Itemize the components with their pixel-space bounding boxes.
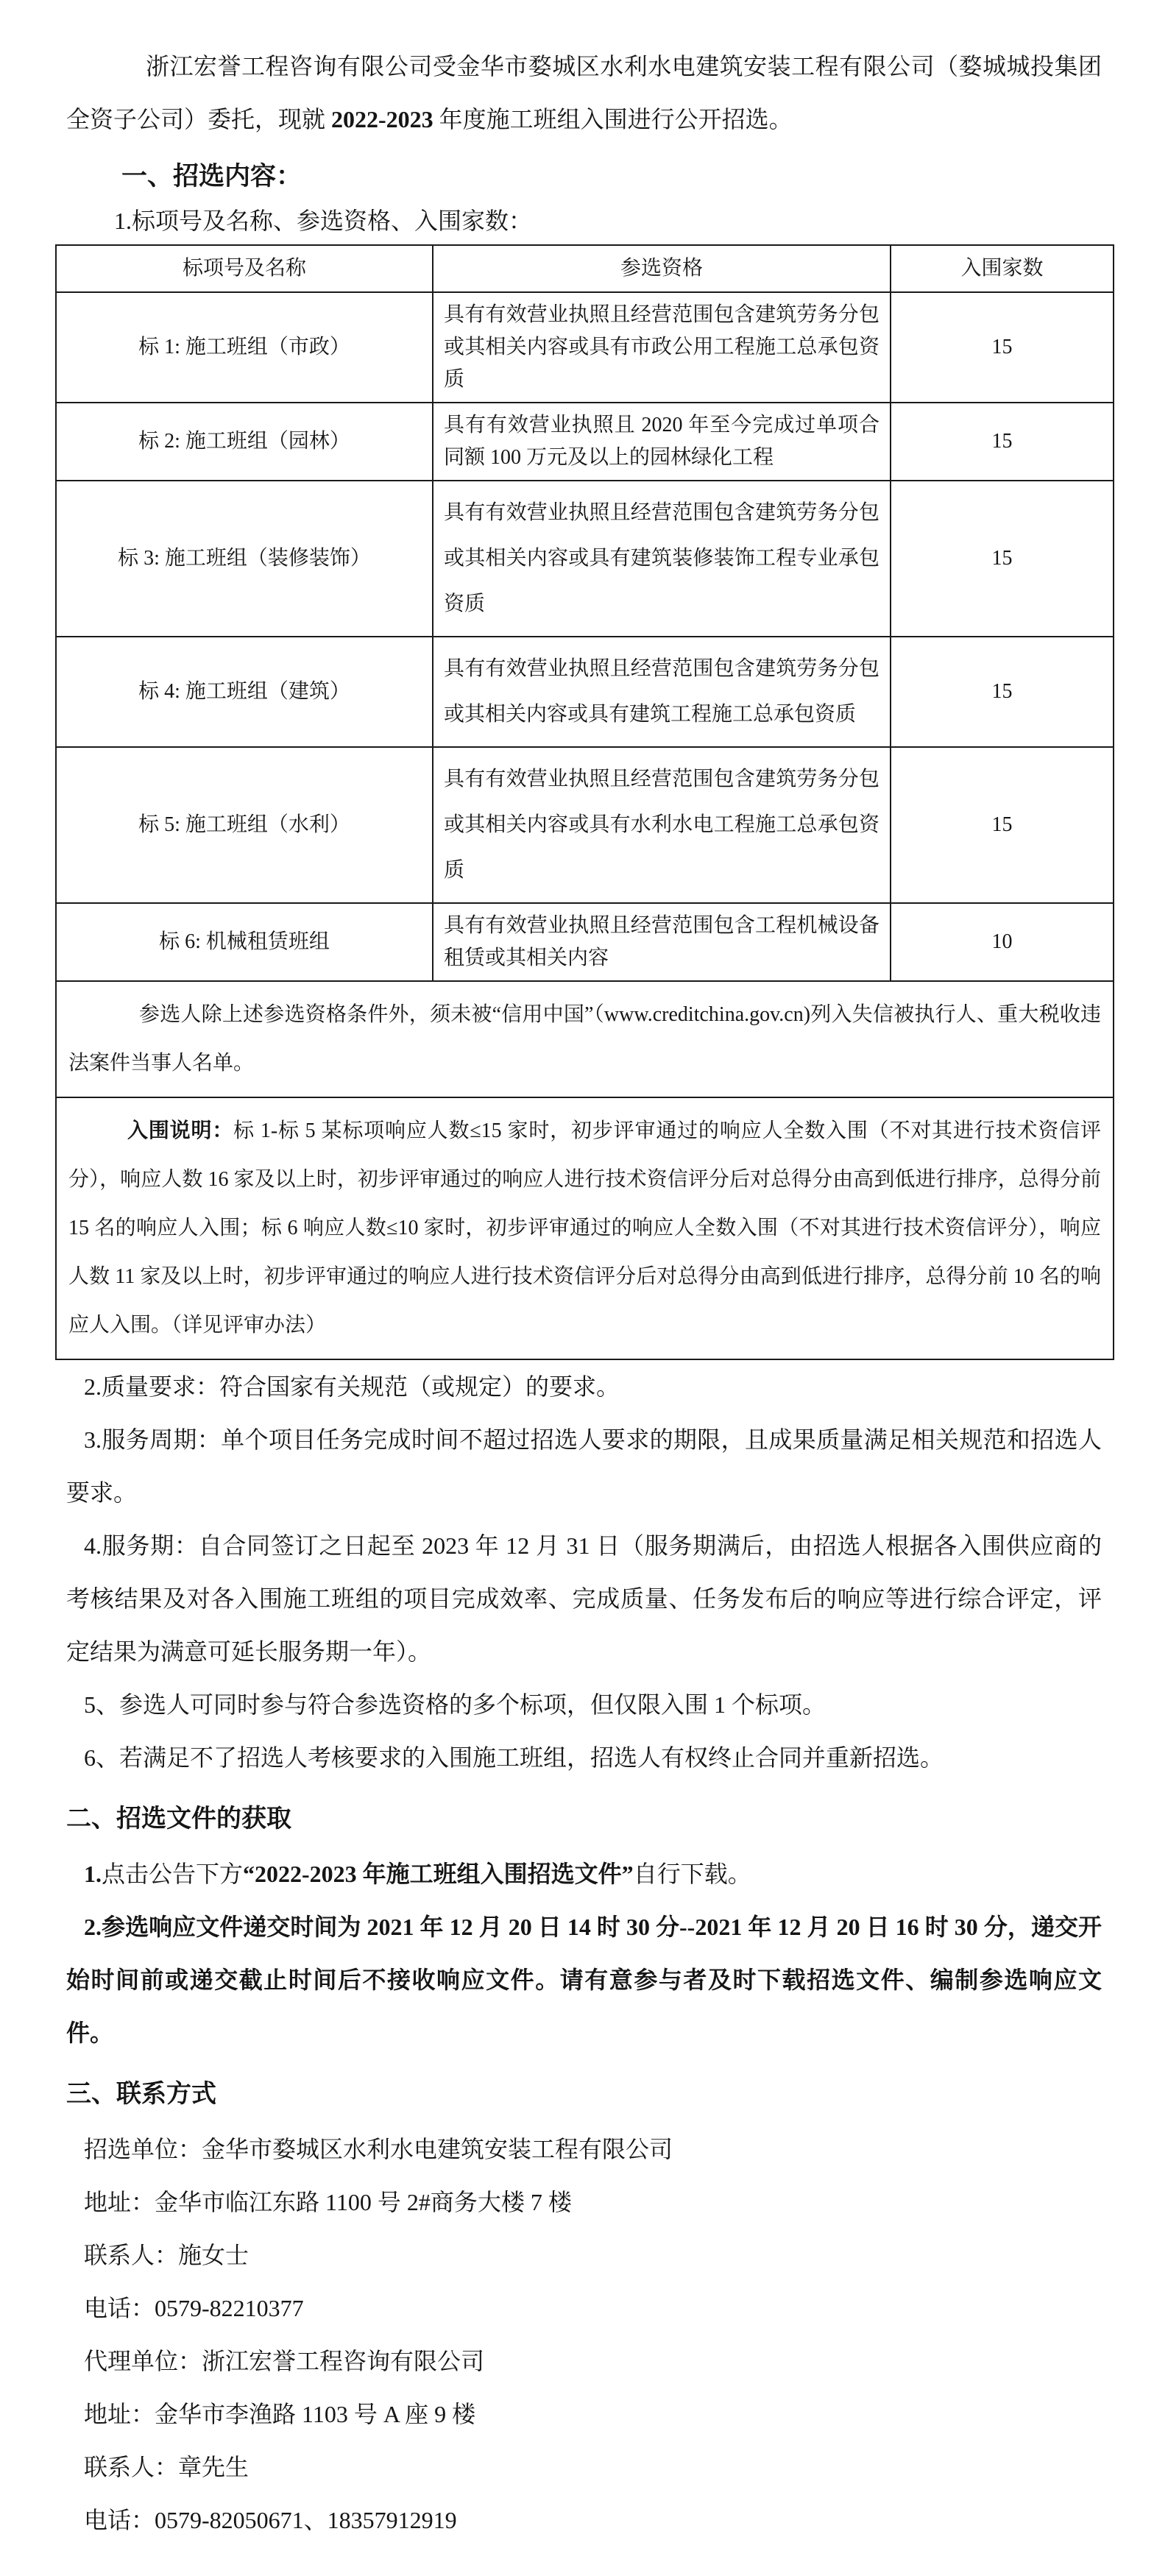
qualification-cell: 具有有效营业执照且经营范围包含工程机械设备租赁或其相关内容 — [433, 903, 891, 981]
lot-name-cell: 标 4: 施工班组（建筑） — [56, 637, 433, 747]
col-header-qualification: 参选资格 — [433, 245, 891, 292]
quota-cell: 15 — [891, 481, 1114, 637]
section-3-heading: 三、联系方式 — [66, 2081, 216, 2108]
lot-name-cell: 标 1: 施工班组（市政） — [56, 292, 433, 403]
term-multi-lot: 5、参选人可同时参与符合参选资格的多个标项，但仅限入围 1 个标项。 — [84, 1691, 827, 1718]
section-1-heading: 一、招选内容： — [121, 162, 302, 191]
table-intro-line: 1.标项号及名称、参选资格、入围家数： — [114, 208, 533, 234]
section-2-heading: 二、招选文件的获取 — [66, 1805, 291, 1833]
qualification-cell: 具有有效营业执照且经营范围包含建筑劳务分包或其相关内容或具有建筑工程施工总承包资质 — [433, 637, 891, 747]
contact-tender-address: 地址：金华市临江东路 1100 号 2#商务大楼 7 楼 — [84, 2189, 572, 2215]
term-quality: 2.质量要求：符合国家有关规范（或规定）的要求。 — [84, 1373, 620, 1400]
contact-agency-phone: 电话：0579-82050671、18357912919 — [84, 2507, 457, 2533]
credit-note-row — [56, 981, 1114, 1097]
opening-text-pre: 浙江宏誉工程咨询有限公司受金华市婺城区水利水电建筑安装工程有限公司（婺城城投集团全资子公司）委托，现就 — [66, 53, 1102, 132]
table-row-lot1 — [56, 292, 1114, 403]
table-row-lot6 — [56, 903, 1114, 981]
qualification-cell: 具有有效营业执照且经营范围包含建筑劳务分包或其相关内容或具有市政公用工程施工总承包资质 — [433, 292, 891, 403]
quota-cell: 15 — [891, 292, 1114, 403]
quota-cell: 10 — [891, 903, 1114, 981]
download-item-post: 自行下载。 — [633, 1861, 751, 1887]
shortlist-note-row — [56, 1097, 1114, 1359]
table-row-lot4 — [56, 637, 1114, 747]
credit-note-text: 参选人除上述参选资格条件外，须未被“信用中国”（www.creditchina.gov.cn)列入失信被执行人、重大税收违法案件当事人名单。 — [68, 1003, 1101, 1075]
lot-name-cell: 标 2: 施工班组（园林） — [56, 403, 433, 481]
quota-cell: 15 — [891, 637, 1114, 747]
opening-years: 2022-2023 — [331, 106, 433, 132]
lot-name-cell: 标 5: 施工班组（水利） — [56, 747, 433, 903]
contact-tender-person: 联系人：施女士 — [84, 2242, 249, 2268]
table-header-row — [56, 245, 1114, 292]
download-item — [66, 1847, 1102, 1900]
table-row-lot3 — [56, 481, 1114, 637]
term-termination: 6、若满足不了招选人考核要求的入围施工班组，招选人有权终止合同并重新招选。 — [84, 1744, 944, 1771]
col-header-quota: 入围家数 — [891, 245, 1114, 292]
contact-agency-person: 联系人：章先生 — [84, 2454, 249, 2480]
term-service-cycle: 3.服务周期：单个项目任务完成时间不超过招选人要求的期限，且成果质量满足相关规范和招选人要求。 — [66, 1426, 1102, 1506]
col-header-lot-name: 标项号及名称 — [56, 245, 433, 292]
quota-cell: 15 — [891, 747, 1114, 903]
contact-tender-unit: 招选单位：金华市婺城区水利水电建筑安装工程有限公司 — [84, 2136, 673, 2162]
credit-note-cell — [56, 981, 1114, 1097]
lot-name-cell: 标 6: 机械租赁班组 — [56, 903, 433, 981]
term-service-period: 4.服务期：自合同签订之日起至 2023 年 12 月 31 日（服务期满后，由招选人根据各入围供应商的考核结果及对各入围施工班组的项目完成效率、完成质量、任务发布后的响应等进行综合评定，评定结果为满意可延长服务期一年）。 — [66, 1532, 1102, 1665]
download-item-number: 1. — [84, 1861, 102, 1887]
contact-agency-unit: 代理单位：浙江宏誉工程咨询有限公司 — [84, 2348, 485, 2374]
submission-time-item: 2.参选响应文件递交时间为 2021 年 12 月 20 日 14 时 30 分--2021 年 12 月 20 日 16 时 30 分，递交开始时间前或递交截止时间后不接收响应文件。请有意参与者及时下载招选文件、编制参选响应文件。 — [66, 1914, 1102, 2046]
opening-paragraph — [66, 40, 1102, 146]
contact-tender-phone: 电话：0579-82210377 — [84, 2295, 304, 2321]
opening-text-post: 年度施工班组入围进行公开招选。 — [433, 106, 793, 132]
lot-eligibility-table — [55, 244, 1114, 1360]
table-row-lot5 — [56, 747, 1114, 903]
download-item-pre: 点击公告下方 — [102, 1861, 244, 1887]
download-file-name: “2022-2023 年施工班组入围招选文件” — [243, 1861, 634, 1887]
qualification-cell: 具有有效营业执照且 2020 年至今完成过单项合同额 100 万元及以上的园林绿化工程 — [433, 403, 891, 481]
qualification-cell: 具有有效营业执照且经营范围包含建筑劳务分包或其相关内容或具有水利水电工程施工总承包资质 — [433, 747, 891, 903]
qualification-cell: 具有有效营业执照且经营范围包含建筑劳务分包或其相关内容或具有建筑装修装饰工程专业承包资质 — [433, 481, 891, 637]
quota-cell: 15 — [891, 403, 1114, 481]
contact-agency-address: 地址：金华市李渔路 1103 号 A 座 9 楼 — [84, 2401, 476, 2427]
table-row-lot2 — [56, 403, 1114, 481]
lot-name-cell: 标 3: 施工班组（装修装饰） — [56, 481, 433, 637]
shortlist-note-text — [68, 1107, 1101, 1350]
shortlist-label: 入围说明： — [127, 1119, 234, 1142]
shortlist-note-cell — [56, 1097, 1114, 1359]
shortlist-body: 标 1-标 5 某标项响应人数≤15 家时，初步评审通过的响应人全数入围（不对其进行技术资信评分），响应人数 16 家及以上时，初步评审通过的响应人进行技术资信评分后对总得分由高到低进行排序，总得分前 15 名的响应人入围；标 6 响应人数≤10 家时，初步评审通过的响应人全数入围（不对其进行技术资信评分），响应人数 11 家及以上时，初步评审通过的响应人进行技术资信评分后对总得分由高到低进行排序，总得分前 10 名的响应人入围。（详见评审办法） — [68, 1119, 1101, 1337]
